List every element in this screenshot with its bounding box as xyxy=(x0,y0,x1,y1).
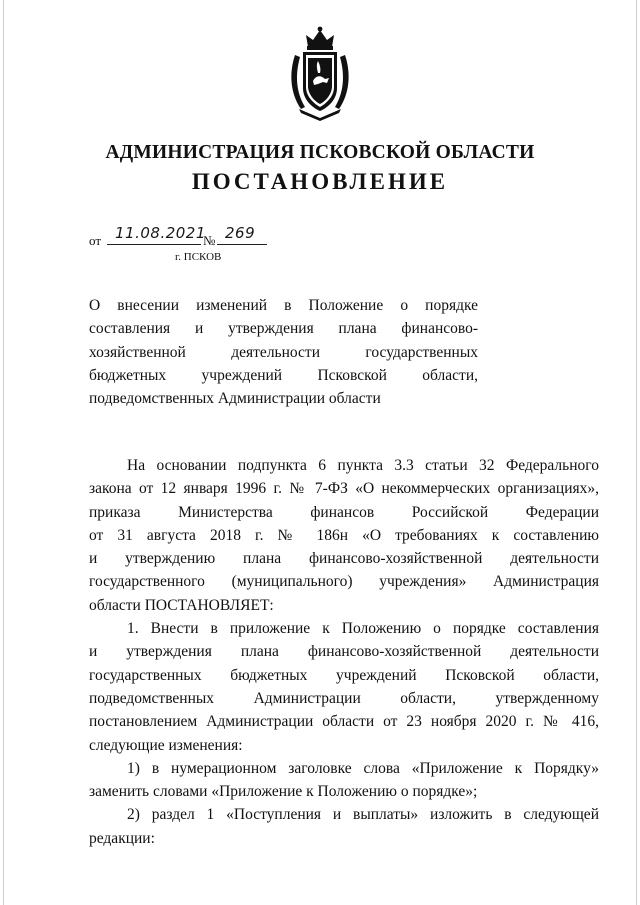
body-line: от 31 августа 2018 г. № 186н «О требованиях к составлению xyxy=(89,526,599,544)
body-line: 1. Внести в приложение к Положению о порядке составления xyxy=(127,620,599,638)
body-line: государственных бюджетных учреждений Псковской области, xyxy=(89,666,599,684)
subject-line: подведомственных Администрации области xyxy=(89,390,381,408)
subject-line: составления и утверждения плана финансово- xyxy=(89,320,478,338)
body-line: приказа Министерства финансов Российской Федерации xyxy=(89,503,599,521)
date-prefix: от xyxy=(89,233,102,248)
body-line: 2) раздел 1 «Поступления и выплаты» изложить в следующей xyxy=(127,806,599,824)
body-line: заменить словами «Приложение к Положению о порядке»; xyxy=(89,783,478,801)
document-body xyxy=(89,454,599,850)
subject-line: хозяйственной деятельности государственных xyxy=(89,343,478,361)
number-prefix: № xyxy=(203,233,216,248)
document-subject xyxy=(89,294,478,410)
coat-of-arms-emblem xyxy=(287,25,353,121)
body-line: области ПОСТАНОВЛЯЕТ: xyxy=(89,596,274,614)
body-line: закона от 12 января 1996 г. № 7-ФЗ «О некоммерческих организациях», xyxy=(89,480,599,498)
body-line: На основании подпункта 6 пункта 3.3 статьи 32 Федерального xyxy=(127,457,599,474)
subject-line: бюджетных учреждений Псковской области, xyxy=(89,366,478,384)
subject-line: О внесении изменений в Положение о порядке xyxy=(89,297,478,314)
page-edge-left xyxy=(3,0,4,905)
body-line: подведомственных Администрации области, утвержденному xyxy=(89,689,599,707)
body-line: и утверждения плана финансово-хозяйственной деятельности xyxy=(89,643,599,661)
page-edge-right xyxy=(636,0,637,905)
document-type-title: ПОСТАНОВЛЕНИЕ xyxy=(191,169,449,194)
body-line: следующие изменения: xyxy=(89,736,243,754)
document-date: 11.08.2021 xyxy=(115,224,206,242)
organization-name: АДМИНИСТРАЦИЯ ПСКОВСКОЙ ОБЛАСТИ xyxy=(105,142,535,163)
body-line: постановлением Администрации области от 23 ноября 2020 г. № 416, xyxy=(89,713,599,731)
city-name: г. ПСКОВ xyxy=(175,251,222,263)
body-line: государственного (муниципального) учреждения» Администрация xyxy=(89,573,599,591)
document-number: 269 xyxy=(225,224,256,242)
date-underline xyxy=(107,244,201,245)
body-line: редакции: xyxy=(89,829,155,847)
number-underline xyxy=(217,244,267,245)
body-line: и утверждению плана финансово-хозяйственной деятельности xyxy=(89,550,599,568)
body-line: 1) в нумерационном заголовке слова «Приложение к Порядку» xyxy=(127,759,599,777)
